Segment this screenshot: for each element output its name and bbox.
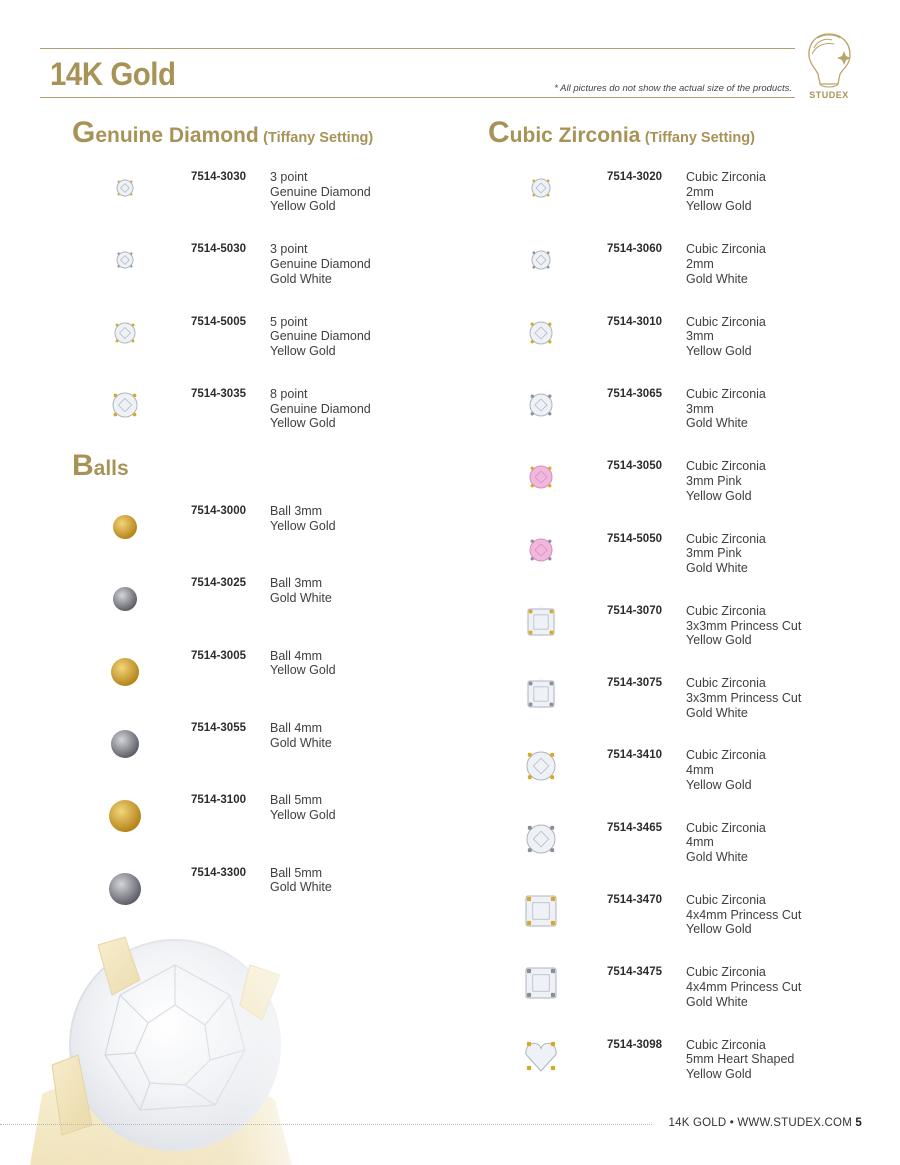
gem-stud-icon bbox=[100, 163, 150, 213]
description-line2: Yellow Gold bbox=[270, 807, 336, 822]
gem-stud-icon bbox=[516, 886, 566, 936]
header-top-rule bbox=[40, 48, 795, 49]
description-line1: Ball 4mm bbox=[270, 720, 323, 735]
product-code: 7514-3100 bbox=[191, 794, 246, 807]
ball-stud-icon bbox=[100, 647, 150, 697]
description-line2: 5mm Heart Shaped bbox=[686, 1052, 795, 1067]
size-disclaimer: * All pictures do not show the actual size of the products. bbox=[554, 83, 792, 94]
product-code: 7514-3098 bbox=[607, 1038, 662, 1051]
cz-item-7514-3470 bbox=[516, 893, 900, 953]
gem-stud-icon bbox=[516, 597, 566, 647]
description-line1: Cubic Zirconia bbox=[686, 170, 766, 184]
product-description bbox=[270, 649, 336, 678]
cz-item-7514-3070 bbox=[516, 604, 900, 664]
cz-item-7514-3050 bbox=[516, 459, 900, 519]
description-line3: Yellow Gold bbox=[686, 777, 752, 792]
description-line3: Gold White bbox=[686, 271, 748, 286]
description-line1: Cubic Zirconia bbox=[686, 314, 766, 329]
product-description bbox=[686, 676, 801, 720]
product-description bbox=[270, 793, 336, 822]
description-line2: Yellow Gold bbox=[270, 518, 336, 533]
footer-site: 14K GOLD • WWW.STUDEX.COM bbox=[668, 1117, 852, 1129]
product-code: 7514-3075 bbox=[607, 677, 662, 690]
product-code: 7514-3070 bbox=[607, 604, 662, 617]
description-line1: Cubic Zirconia bbox=[686, 386, 766, 401]
description-line3: Yellow Gold bbox=[686, 199, 752, 214]
gem-stud-icon bbox=[516, 163, 566, 213]
description-line2: Gold White bbox=[270, 735, 332, 750]
ball-item-7514-3025 bbox=[100, 576, 500, 636]
description-line3: Yellow Gold bbox=[686, 922, 752, 937]
description-line2: 3mm bbox=[686, 329, 714, 344]
description-line1: Ball 5mm bbox=[270, 865, 323, 880]
description-line3: Gold White bbox=[686, 994, 748, 1009]
product-description bbox=[686, 242, 766, 286]
large-diamond-stud-icon bbox=[0, 925, 330, 1165]
description-line2: 4x4mm Princess Cut bbox=[686, 907, 802, 922]
product-code: 7514-3010 bbox=[607, 315, 662, 328]
cz-item-7514-3020 bbox=[516, 170, 900, 230]
description-line2: Genuine Diamond bbox=[270, 329, 371, 344]
product-code: 7514-3050 bbox=[607, 460, 662, 473]
gem-stud-icon bbox=[516, 814, 566, 864]
gem-stud-icon bbox=[516, 958, 566, 1008]
footer bbox=[640, 1117, 862, 1129]
footer-dotted-rule bbox=[0, 1124, 652, 1125]
cz-item-7514-3065 bbox=[516, 387, 900, 447]
ball-item-7514-3100 bbox=[100, 793, 500, 853]
product-code: 7514-3300 bbox=[191, 866, 246, 879]
ball-stud-icon bbox=[100, 574, 150, 624]
product-code: 7514-5050 bbox=[607, 532, 662, 545]
section-title-balls: Balls bbox=[72, 449, 129, 482]
product-code: 7514-3000 bbox=[191, 505, 246, 517]
description-line1: Cubic Zirconia bbox=[686, 603, 766, 618]
product-code: 7514-5030 bbox=[191, 243, 246, 256]
description-line2: 3x3mm Princess Cut bbox=[686, 618, 802, 633]
product-code: 7514-3465 bbox=[607, 821, 662, 834]
description-line3: Gold White bbox=[686, 560, 748, 575]
product-code: 7514-3065 bbox=[607, 387, 662, 400]
ball-stud-icon bbox=[100, 864, 150, 914]
ball-item-7514-3005 bbox=[100, 649, 500, 709]
description-line2: 4x4mm Princess Cut bbox=[686, 980, 802, 994]
description-line2: Gold White bbox=[270, 880, 332, 895]
cz-item-7514-3010 bbox=[516, 315, 900, 375]
description-line2: 2mm bbox=[686, 257, 714, 271]
description-line1: Cubic Zirconia bbox=[686, 531, 766, 546]
ball-stud-icon bbox=[100, 791, 150, 841]
cz-item-7514-3410 bbox=[516, 748, 900, 808]
product-description bbox=[686, 387, 766, 431]
description-line3: Yellow Gold bbox=[270, 344, 336, 358]
product-description bbox=[686, 315, 766, 359]
description-line2: Genuine Diamond bbox=[270, 184, 371, 199]
description-line2: 3mm Pink bbox=[686, 546, 742, 561]
cz-item-7514-3098 bbox=[516, 1038, 900, 1098]
product-code: 7514-3025 bbox=[191, 577, 246, 590]
description-line3: Yellow Gold bbox=[270, 199, 336, 214]
product-code: 7514-5005 bbox=[191, 315, 246, 328]
description-line1: 8 point bbox=[270, 386, 308, 401]
description-line3: Yellow Gold bbox=[686, 633, 752, 648]
product-description bbox=[270, 504, 336, 533]
description-line2: Genuine Diamond bbox=[270, 401, 371, 416]
gem-stud-icon bbox=[100, 308, 150, 358]
cz-item-7514-3075 bbox=[516, 676, 900, 736]
description-line1: Cubic Zirconia bbox=[686, 748, 766, 763]
cz-item-7514-3465 bbox=[516, 821, 900, 881]
product-description bbox=[270, 242, 371, 286]
description-line1: 3 point bbox=[270, 170, 308, 184]
description-line1: Ball 3mm bbox=[270, 576, 323, 591]
description-line1: Cubic Zirconia bbox=[686, 893, 766, 907]
product-code: 7514-3470 bbox=[607, 894, 662, 906]
description-line3: Yellow Gold bbox=[686, 488, 752, 503]
gem-stud-icon bbox=[516, 380, 566, 430]
product-description bbox=[270, 170, 371, 214]
gem-stud-icon bbox=[516, 525, 566, 575]
description-line2: Genuine Diamond bbox=[270, 257, 371, 271]
description-line2: 4mm bbox=[686, 835, 714, 850]
description-line2: 3mm bbox=[686, 401, 714, 416]
section-title-cubic-zirconia: Cubic Zirconia (Tiffany Setting) bbox=[488, 116, 755, 149]
product-code: 7514-3475 bbox=[607, 966, 662, 979]
cz-item-7514-3475 bbox=[516, 965, 900, 1025]
description-line2: 4mm bbox=[686, 763, 714, 778]
product-description bbox=[686, 965, 801, 1009]
description-line1: Cubic Zirconia bbox=[686, 965, 766, 980]
diamond-item-7514-3030 bbox=[100, 170, 500, 230]
description-line3: Gold White bbox=[686, 416, 748, 431]
product-description bbox=[686, 1038, 794, 1082]
product-description bbox=[686, 821, 766, 865]
description-line3: Yellow Gold bbox=[686, 344, 752, 358]
description-line1: Cubic Zirconia bbox=[686, 820, 766, 835]
description-line1: Ball 4mm bbox=[270, 648, 323, 663]
diamond-item-7514-3035 bbox=[100, 387, 500, 447]
gem-stud-icon bbox=[516, 741, 566, 791]
description-line1: Cubic Zirconia bbox=[686, 1037, 766, 1052]
description-line3: Gold White bbox=[686, 705, 748, 720]
gem-stud-icon bbox=[516, 669, 566, 719]
header-bottom-rule bbox=[40, 97, 795, 98]
description-line2: 3x3mm Princess Cut bbox=[686, 690, 802, 705]
description-line3: Yellow Gold bbox=[686, 1067, 752, 1081]
page-number: 5 bbox=[855, 1117, 862, 1129]
description-line3: Gold White bbox=[270, 271, 332, 286]
product-description bbox=[270, 576, 332, 605]
description-line1: Ball 3mm bbox=[270, 504, 323, 518]
gem-stud-icon bbox=[100, 235, 150, 285]
product-description bbox=[686, 893, 801, 937]
gem-stud-icon bbox=[516, 452, 566, 502]
product-code: 7514-3055 bbox=[191, 721, 246, 734]
product-description bbox=[686, 170, 766, 214]
product-code: 7514-3005 bbox=[191, 649, 246, 662]
ball-item-7514-3055 bbox=[100, 721, 500, 781]
description-line2: Yellow Gold bbox=[270, 663, 336, 678]
product-description bbox=[686, 748, 766, 792]
gem-stud-icon bbox=[516, 308, 566, 358]
product-description bbox=[270, 387, 371, 431]
ball-item-7514-3300 bbox=[100, 866, 500, 926]
description-line2: 3mm Pink bbox=[686, 473, 742, 488]
product-code: 7514-3020 bbox=[607, 171, 662, 183]
description-line1: Cubic Zirconia bbox=[686, 459, 766, 474]
product-description bbox=[270, 866, 332, 895]
product-description bbox=[270, 315, 371, 359]
product-description bbox=[686, 604, 801, 648]
description-line3: Yellow Gold bbox=[270, 416, 336, 431]
ball-item-7514-3000 bbox=[100, 504, 500, 564]
page-title: 14K Gold bbox=[50, 56, 176, 92]
cz-item-7514-5050 bbox=[516, 532, 900, 592]
product-description bbox=[686, 459, 766, 503]
description-line1: Ball 5mm bbox=[270, 793, 323, 808]
gem-stud-icon bbox=[516, 1031, 566, 1081]
product-description bbox=[270, 721, 332, 750]
description-line3: Gold White bbox=[686, 850, 748, 865]
description-line2: 2mm bbox=[686, 184, 714, 199]
description-line1: 5 point bbox=[270, 314, 308, 329]
product-code: 7514-3410 bbox=[607, 749, 662, 762]
product-code: 7514-3035 bbox=[191, 387, 246, 400]
diamond-item-7514-5030 bbox=[100, 242, 500, 302]
product-description bbox=[686, 532, 766, 576]
diamond-item-7514-5005 bbox=[100, 315, 500, 375]
ball-stud-icon bbox=[100, 719, 150, 769]
product-code: 7514-3060 bbox=[607, 243, 662, 256]
description-line1: 3 point bbox=[270, 242, 308, 257]
cz-item-7514-3060 bbox=[516, 242, 900, 302]
description-line1: Cubic Zirconia bbox=[686, 676, 766, 691]
description-line2: Gold White bbox=[270, 591, 332, 605]
gem-stud-icon bbox=[516, 235, 566, 285]
studex-logo-text: STUDEX bbox=[809, 90, 849, 100]
ball-stud-icon bbox=[100, 502, 150, 552]
description-line1: Cubic Zirconia bbox=[686, 242, 766, 257]
section-title-diamond: Genuine Diamond (Tiffany Setting) bbox=[72, 116, 374, 149]
gem-stud-icon bbox=[100, 380, 150, 430]
product-code: 7514-3030 bbox=[191, 171, 246, 183]
